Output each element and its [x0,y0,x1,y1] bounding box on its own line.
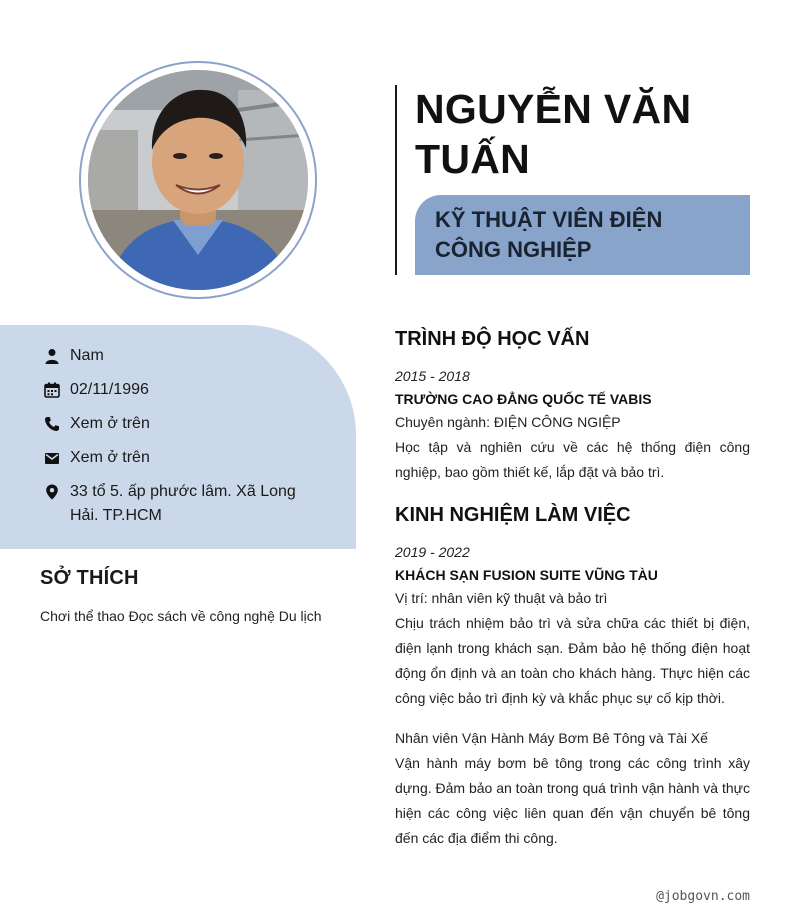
education-school: TRƯỜNG CAO ĐẲNG QUỐC TẾ VABIS [395,391,652,407]
education-description: Học tập và nghiên cứu về các hệ thống điện công nghiệp, bao gồm thiết kế, lắp đặt và bảo trì. [395,439,750,480]
avatar [88,70,308,290]
address-value: 33 tổ 5. ấp phước lâm. Xã Long Hải. TP.HCM [70,483,296,524]
location-pin-icon [44,480,60,504]
contact-address [44,480,310,528]
name-accent-bar [395,85,397,275]
experience-company: KHÁCH SẠN FUSION SUITE VŨNG TÀU [395,567,658,583]
birthdate-value: 02/11/1996 [70,381,149,398]
experience-description-2: Vận hành máy bơm bê tông trong các công trình xây dựng. Đảm bảo an toàn trong quá trình vận hành và thực hiện các công việc liên quan đến vận chuyển bê tông đến các địa điểm thi công. [395,755,750,846]
calendar-icon [44,378,60,402]
footer-site: @jobgovn.com [656,889,750,904]
experience-description: Chịu trách nhiệm bảo trì và sửa chữa các thiết bị điện, điện lạnh trong khách sạn. Đảm bảo hệ thống điện hoạt động ổn định và an toàn cho khách hàng. Thực hiện các công việc bảo trì định kỳ và khắc phục sự cố kịp thời. [395,615,750,706]
hobbies-text: Chơi thể thao Đọc sách về công nghệ Du lịch [40,608,322,624]
gender-value: Nam [70,347,104,364]
experience-position: Vị trí: nhân viên kỹ thuật và bảo trì [395,590,608,606]
hobbies-title: SỞ THÍCH [40,567,139,589]
education-major: Chuyên ngành: ĐIỆN CÔNG NGIỆP [395,414,621,430]
avatar-photo [88,70,308,290]
person-icon [44,344,60,368]
contact-email [44,446,310,470]
education-period: 2015 - 2018 [395,368,470,384]
full-name: NGUYỄN VĂN TUẤN [415,86,692,182]
mail-icon [44,446,60,470]
contact-phone [44,412,310,436]
email-value: Xem ở trên [70,449,150,466]
phone-icon [44,412,60,436]
education-title: TRÌNH ĐỘ HỌC VẤN [395,328,590,350]
phone-value: Xem ở trên [70,415,150,432]
contact-birthdate [44,378,310,402]
job-title-badge: KỸ THUẬT VIÊN ĐIỆN CÔNG NGHIỆP [415,195,750,275]
experience-position-2: Nhân viên Vận Hành Máy Bơm Bê Tông và Tài Xế [395,730,708,746]
contact-gender [44,344,310,368]
experience-title: KINH NGHIỆM LÀM VIỆC [395,504,631,526]
experience-period: 2019 - 2022 [395,544,470,560]
